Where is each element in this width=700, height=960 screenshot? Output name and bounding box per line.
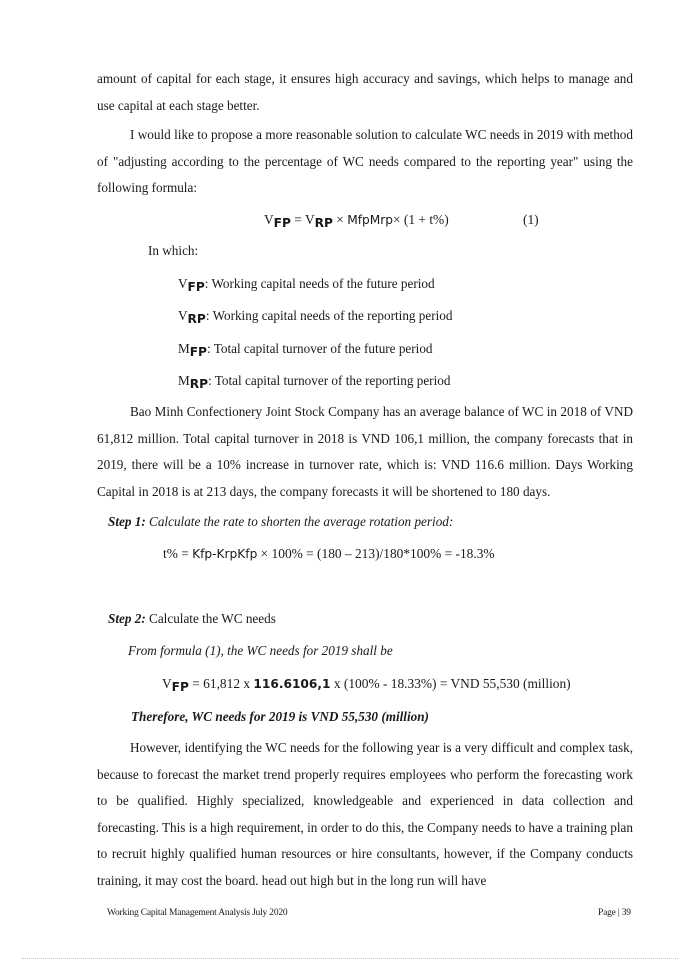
formula-3-var: V [162, 676, 172, 691]
formula-2-lhs: t% = [163, 546, 193, 561]
formula-1-lhs-var: V [264, 212, 274, 227]
definition-mfp [178, 339, 433, 362]
paragraph-intro-continued: amount of capital for each stage, it ensures high accuracy and savings, which helps to manage and use capital at each stage better. [97, 71, 633, 113]
step-1-heading [108, 512, 453, 532]
definition-mrp [178, 371, 450, 394]
formula-3-ratio: 116.6106,1 [253, 677, 331, 691]
step-1-text: Calculate the rate to shorten the average rotation period: [145, 514, 454, 529]
in-which-label: In which: [148, 243, 199, 258]
formula-2-rest: × 100% = (180 – 213)/180*100% = -18.3% [257, 546, 495, 561]
definition-vrp [178, 306, 453, 329]
definition-vfp-var: V [178, 276, 188, 291]
formula-1-rhs-sub: RP [314, 216, 333, 230]
step-1-label: Step 1: [108, 514, 146, 529]
formula-3 [162, 674, 571, 697]
formula-3-part1: = 61,812 x [188, 676, 254, 691]
formula-3-sub: FP [171, 680, 189, 694]
formula-2-ratio: Kfp-KrpKfp [192, 547, 258, 561]
definition-mfp-var: M [178, 341, 190, 356]
definition-mrp-sub: RP [189, 377, 209, 391]
step-2-text: Calculate the WC needs [145, 611, 276, 626]
definition-vrp-sub: RP [187, 312, 206, 326]
definition-mrp-var: M [178, 373, 190, 388]
formula-1-equals: = [290, 212, 305, 227]
paragraph-proposal: I would like to propose a more reasonable solution to calculate WC needs in 2019 with method of "adjusting according to the percentage of WC needs compared to the reporting year" using the following formula: [97, 127, 633, 196]
definition-vrp-var: V [178, 308, 188, 323]
step-2-label: Step 2: [108, 611, 146, 626]
definition-vfp-sub: FP [187, 280, 205, 294]
step-2-heading [108, 609, 276, 629]
formula-3-part2: x (100% - 18.33%) = VND 55,530 (million) [330, 676, 571, 691]
page-bottom-divider [22, 958, 678, 959]
definition-vrp-text: Working capital needs of the reporting period [209, 308, 453, 323]
formula-1-lhs-sub: FP [273, 216, 291, 230]
from-formula-note: From formula (1), the WC needs for 2019 shall be [128, 643, 393, 658]
formula-1-ratio: MfpMrp [347, 213, 394, 227]
definition-vfp-sep: : [204, 276, 209, 291]
definition-vrp-sep: : [205, 308, 210, 323]
formula-1 [264, 210, 449, 233]
formula-2 [163, 544, 495, 564]
definition-mrp-text: Total capital turnover of the reporting period [211, 373, 451, 388]
conclusion-statement: Therefore, WC needs for 2019 is VND 55,530 (million) [131, 709, 429, 724]
formula-1-times: × [332, 212, 348, 227]
definition-mfp-text: Total capital turnover of the future period [210, 341, 433, 356]
definition-vfp-text: Working capital needs of the future period [208, 276, 435, 291]
formula-1-rest: × (1 + t%) [393, 212, 449, 227]
paragraph-challenges: However, identifying the WC needs for the following year is a very difficult and complex task, because to forecast the market trend properly requires employees who perform the forecasting work to be qualified. Highly specialized, knowledgeable and experienced in data collection and forecasting. This is a high requirement, in order to do this, the Company needs to have a training plan to recruit highly qualified human resources or hire consultants, however, if the Company conducts training, it may cost the board. head out high but in the long run will have [97, 740, 633, 888]
formula-1-rhs-var: V [304, 212, 315, 227]
formula-1-number: (1) [523, 212, 539, 227]
footer-page-number: Page | 39 [598, 908, 631, 918]
footer-title: Working Capital Management Analysis July 2020 [107, 908, 288, 918]
definition-mfp-sep: : [207, 341, 211, 356]
paragraph-company-data: Bao Minh Confectionery Joint Stock Company has an average balance of WC in 2018 of VND 61,812 million. Total capital turnover in 2018 is VND 106,1 million, the company forecasts that in 2019, there will be a 10% increase in turnover rate, which is: VND 116.6 million. Days Working Capital in 2018 is at 213 days, the company forecasts it will be shortened to 180 days. [97, 404, 633, 499]
definition-vfp [178, 274, 435, 297]
definition-mfp-sub: FP [189, 345, 207, 359]
definition-mrp-sep: : [208, 373, 212, 388]
